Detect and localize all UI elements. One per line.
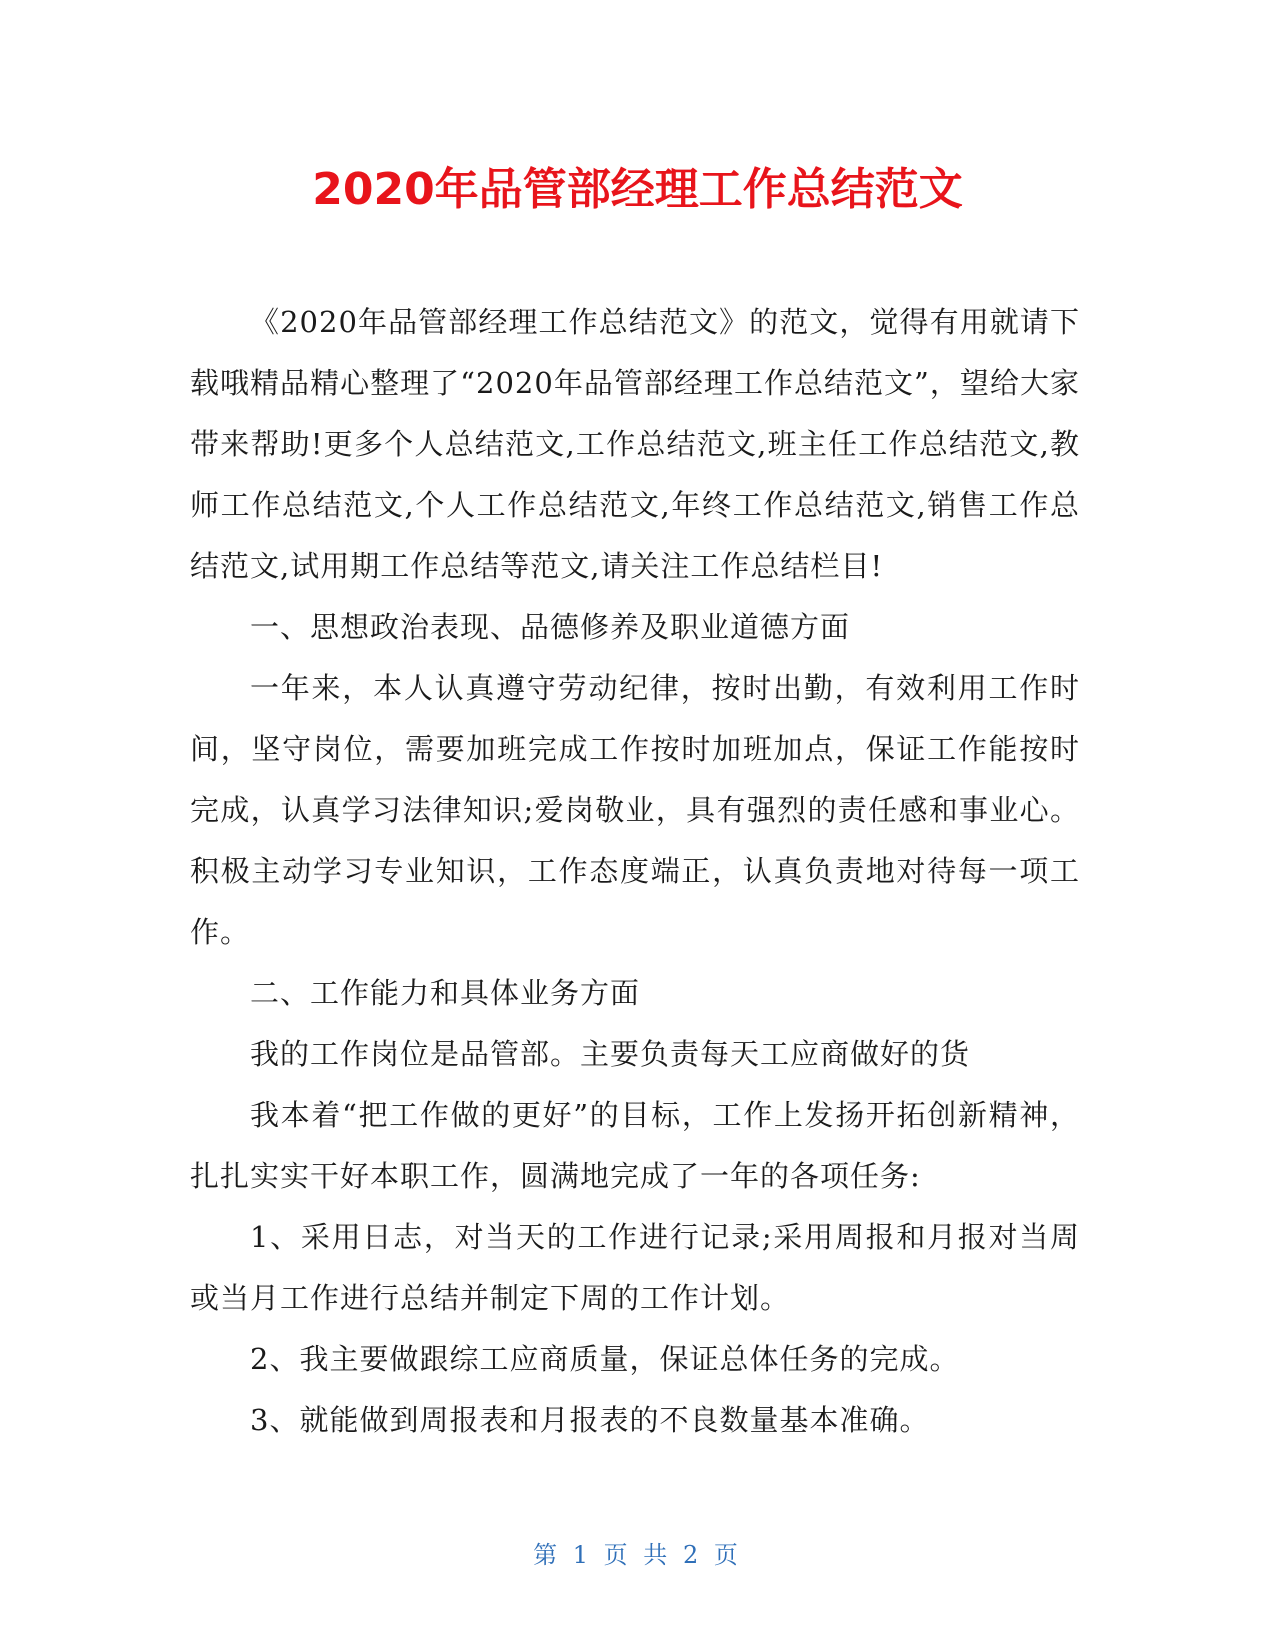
list-item-2: 2、我主要做跟综工应商质量，保证总体任务的完成。 bbox=[250, 1342, 960, 1376]
document-body bbox=[190, 292, 1080, 1451]
intro-paragraph: 《2020年品管部经理工作总结范文》的范文，觉得有用就请下载哦精品精心整理了“2020年品管部经理工作总结范文”，望给大家带来帮助!更多个人总结范文,工作总结范文,班主任工作总结范文,教师工作总结范文,个人工作总结范文,年终工作总结范文,销售工作总结范文,试用期工作总结等范文,请关注工作总结栏目! bbox=[190, 305, 1080, 583]
list-item-1: 1、采用日志，对当天的工作进行记录;采用周报和月报对当周或当月工作进行总结并制定下周的工作计划。 bbox=[190, 1220, 1080, 1315]
page-number-footer: 第 1 页 共 2 页 bbox=[533, 1541, 742, 1569]
section-heading-1: 一、思想政治表现、品德修养及职业道德方面 bbox=[250, 610, 851, 644]
section-2-paragraph-1: 我的工作岗位是品管部。主要负责每天工应商做好的货 bbox=[250, 1037, 971, 1071]
list-item-3: 3、就能做到周报表和月报表的不良数量基本准确。 bbox=[250, 1403, 930, 1437]
section-2-paragraph-2: 我本着“把工作做的更好”的目标，工作上发扬开拓创新精神，扎扎实实干好本职工作，圆满地完成了一年的各项任务: bbox=[190, 1098, 1080, 1193]
section-1-paragraph: 一年来，本人认真遵守劳动纪律，按时出勤，有效利用工作时间，坚守岗位，需要加班完成工作按时加班加点，保证工作能按时完成，认真学习法律知识;爱岗敬业，具有强烈的责任感和事业心。积极主动学习专业知识，工作态度端正，认真负责地对待每一项工作。 bbox=[190, 671, 1080, 949]
document-title: 2020年品管部经理工作总结范文 bbox=[312, 164, 963, 215]
section-heading-2: 二、工作能力和具体业务方面 bbox=[250, 976, 641, 1010]
